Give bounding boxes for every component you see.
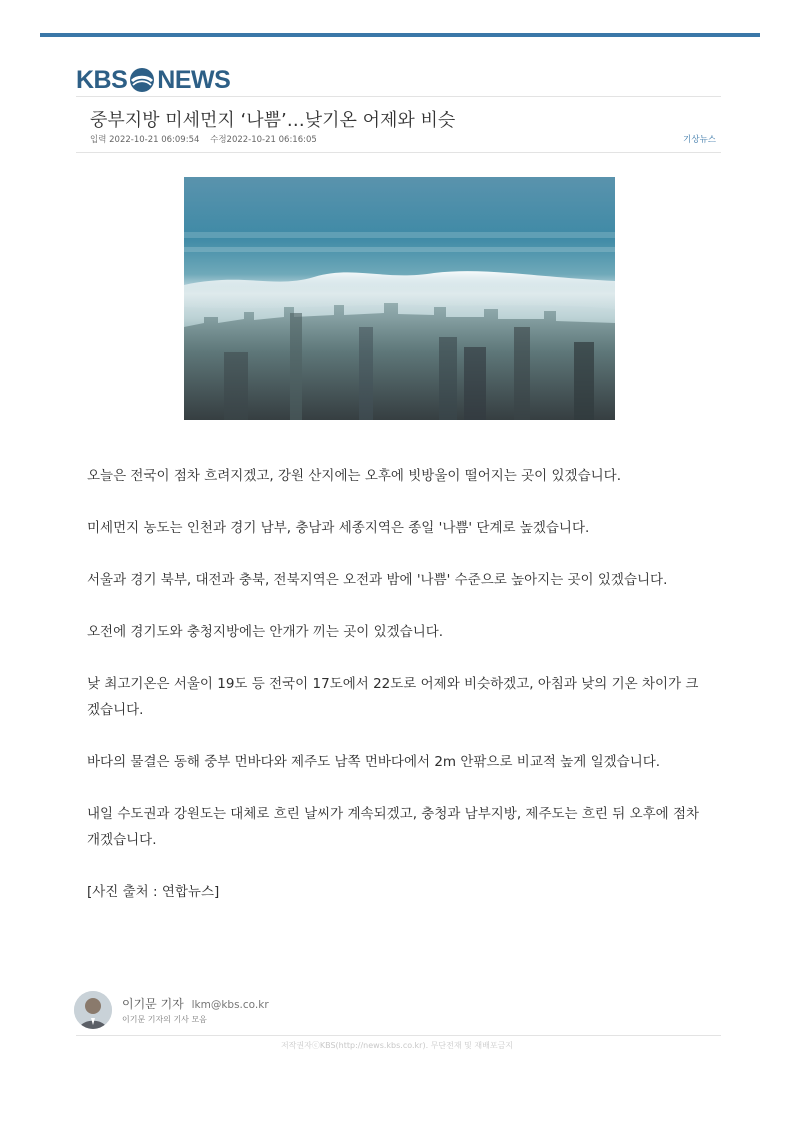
input-date: 입력 2022-10-21 06:09:54	[90, 135, 200, 145]
article-paragraph: 미세먼지 농도는 인천과 경기 남부, 충남과 세종지역은 종일 '나쁨' 단계로 높겠습니다.	[87, 520, 590, 536]
logo-news-text: NEWS	[157, 66, 231, 94]
article-meta	[90, 133, 325, 145]
article-paragraph: 낮 최고기온은 서울이 19도 등 전국이 17도에서 22도로 어제와 비슷하겠고, 아침과 낮의 기온 차이가 크겠습니다.	[87, 676, 699, 718]
logo-kbs-text: KBS	[76, 66, 128, 94]
author-articles-link[interactable]: 이기문 기자의 기사 모음	[122, 1015, 207, 1024]
kbs-logo-icon	[129, 67, 155, 93]
footer-divider	[76, 1035, 721, 1036]
article-paragraph: 내일 수도권과 강원도는 대체로 흐린 날씨가 계속되겠고, 충청과 남부지방, 제주도는 흐린 뒤 오후에 점차 개겠습니다.	[87, 806, 700, 848]
author-card	[74, 991, 269, 1029]
author-name[interactable]: 이기문 기자	[122, 997, 184, 1011]
author-avatar[interactable]	[74, 991, 112, 1029]
article-body	[87, 463, 707, 931]
article-title: 중부지방 미세먼지 ‘나쁨’…낮기온 어제와 비슷	[90, 110, 456, 131]
article-paragraph: 바다의 물결은 동해 중부 먼바다와 제주도 남쪽 먼바다에서 2m 안팎으로 비교적 높게 일겠습니다.	[87, 754, 661, 770]
category-link[interactable]: 기상뉴스	[683, 135, 716, 145]
article-paragraph: 서울과 경기 북부, 대전과 충북, 전북지역은 오전과 밤에 '나쁨' 수준으로 높아지는 곳이 있겠습니다.	[87, 572, 668, 588]
author-email[interactable]: lkm@kbs.co.kr	[191, 999, 269, 1011]
person-icon	[74, 991, 112, 1029]
photo-credit: [사진 출처 : 연합뉴스]	[87, 884, 220, 900]
copyright-notice: 저작권자ⓒKBS(http://news.kbs.co.kr). 무단전재 및 재배포금지	[280, 1041, 514, 1050]
top-rule	[40, 33, 760, 37]
article-photo	[184, 177, 615, 420]
header-divider	[76, 96, 721, 97]
article-paragraph: 오전에 경기도와 충청지방에는 안개가 끼는 곳이 있겠습니다.	[87, 624, 444, 640]
edit-date: 수정2022-10-21 06:16:05	[210, 135, 317, 145]
title-divider	[76, 152, 721, 153]
article-paragraph: 오늘은 전국이 점차 흐려지겠고, 강원 산지에는 오후에 빗방울이 떨어지는 곳이 있겠습니다.	[87, 468, 622, 484]
kbs-news-logo[interactable]	[76, 66, 230, 94]
